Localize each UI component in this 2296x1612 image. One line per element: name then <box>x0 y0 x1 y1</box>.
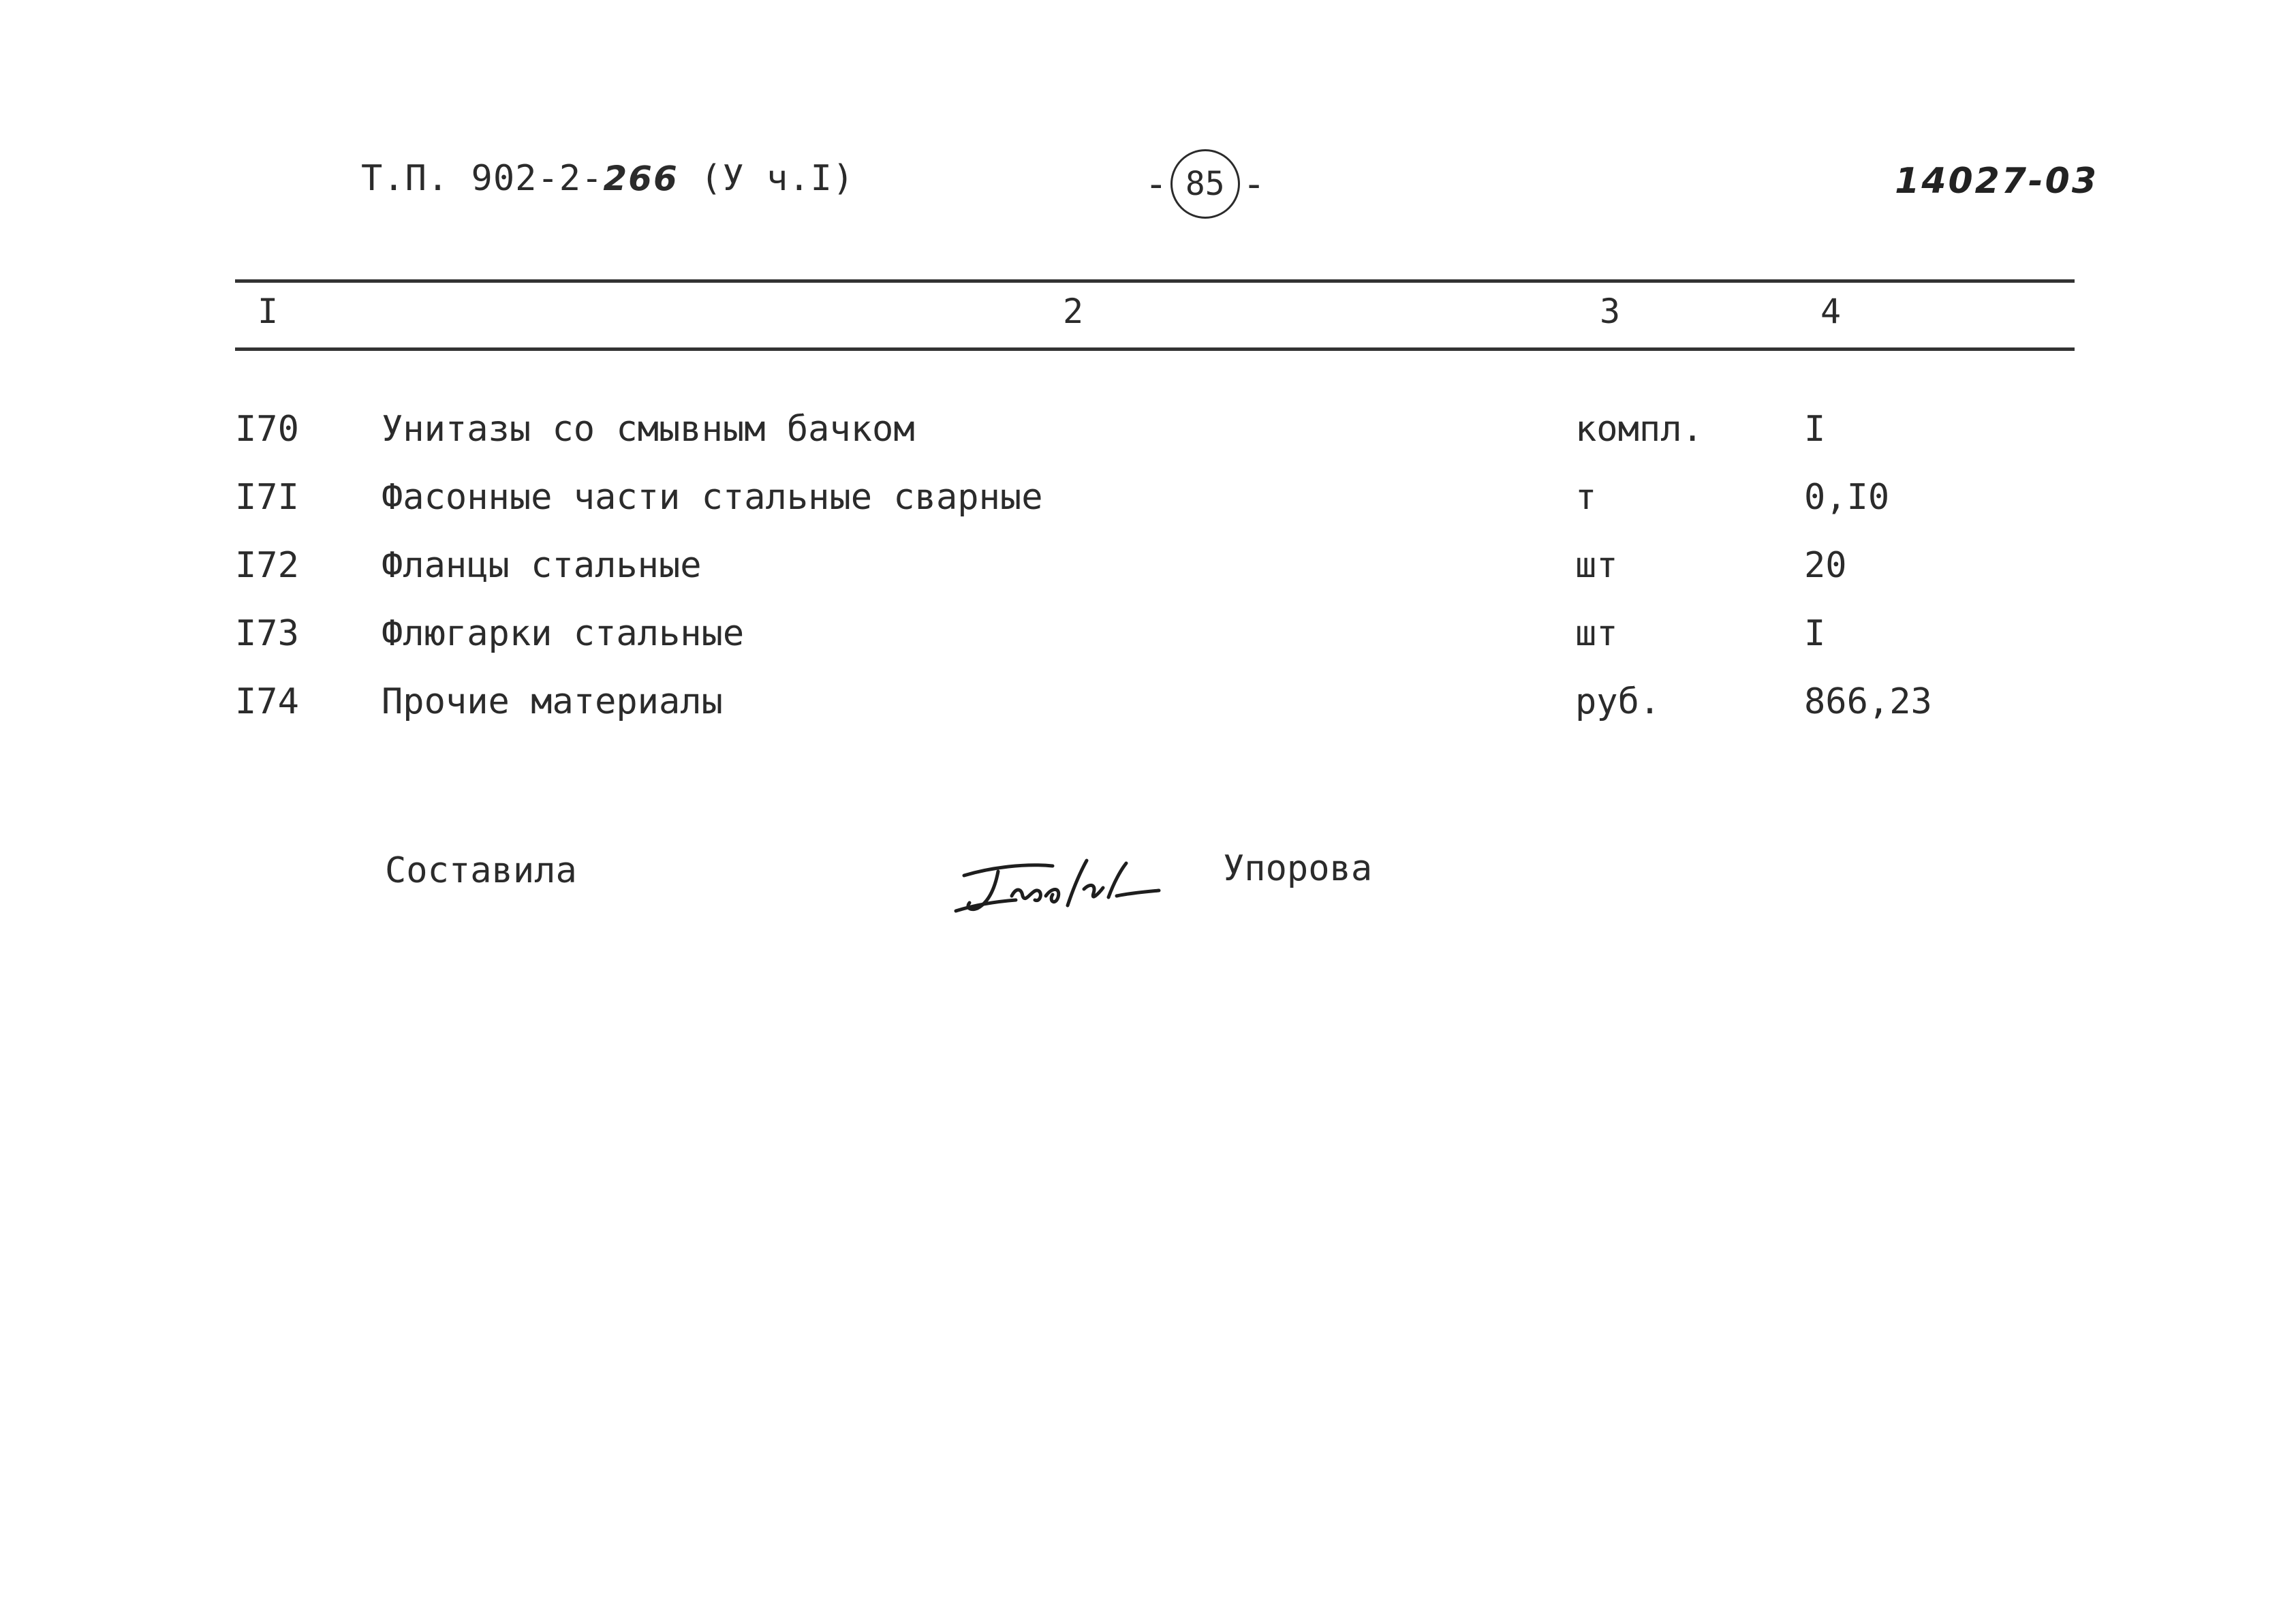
table-row <box>0 477 2296 545</box>
document-code-prefix: Т.П. 902-2- <box>361 158 604 199</box>
row-name: Фасонные части стальные сварные <box>382 477 1043 518</box>
table-row <box>0 545 2296 613</box>
table-rule-bottom <box>235 347 2075 351</box>
compiler-name: Упорова <box>1223 848 1373 889</box>
row-quantity: 0,I0 <box>1804 477 1890 518</box>
table-body <box>0 409 2296 749</box>
row-name: Фланцы стальные <box>382 545 702 586</box>
table-row <box>0 613 2296 681</box>
row-quantity: 866,23 <box>1804 681 1932 722</box>
row-name: Унитазы со смывным бачком <box>382 409 915 450</box>
document-code-suffix: (У ч.I) <box>678 158 855 199</box>
page-number-block <box>1145 150 1265 218</box>
column-header-1: I <box>258 292 279 331</box>
page-number-dash-right: - <box>1242 161 1266 206</box>
row-unit: т <box>1575 477 1597 518</box>
table-row <box>0 681 2296 749</box>
table-rule-top <box>235 279 2075 283</box>
row-quantity: I <box>1804 613 1826 654</box>
signature-icon <box>950 848 1168 923</box>
archive-number: 14027-03 <box>1895 161 2098 202</box>
row-unit: компл. <box>1575 409 1703 450</box>
column-header-3: 3 <box>1600 292 1621 331</box>
row-number: I74 <box>235 681 299 722</box>
page-number: 85 <box>1170 149 1240 219</box>
page-number-dash-left: - <box>1145 161 1168 206</box>
row-number: I7I <box>235 477 299 518</box>
row-number: I72 <box>235 545 299 586</box>
row-unit: шт <box>1575 613 1618 654</box>
row-quantity: I <box>1804 409 1826 450</box>
table-row <box>0 409 2296 477</box>
document-code <box>361 158 854 199</box>
document-number-handwritten: 266 <box>603 159 679 198</box>
compiled-by-label: Составила <box>385 850 577 891</box>
row-unit: руб. <box>1575 681 1661 722</box>
row-number: I73 <box>235 613 299 654</box>
row-unit: шт <box>1575 545 1618 586</box>
row-name: Прочие материалы <box>382 681 723 722</box>
row-name: Флюгарки стальные <box>382 613 745 654</box>
row-quantity: 20 <box>1804 545 1847 586</box>
column-header-2: 2 <box>1063 292 1084 331</box>
row-number: I70 <box>235 409 299 450</box>
column-header-4: 4 <box>1820 292 1842 331</box>
